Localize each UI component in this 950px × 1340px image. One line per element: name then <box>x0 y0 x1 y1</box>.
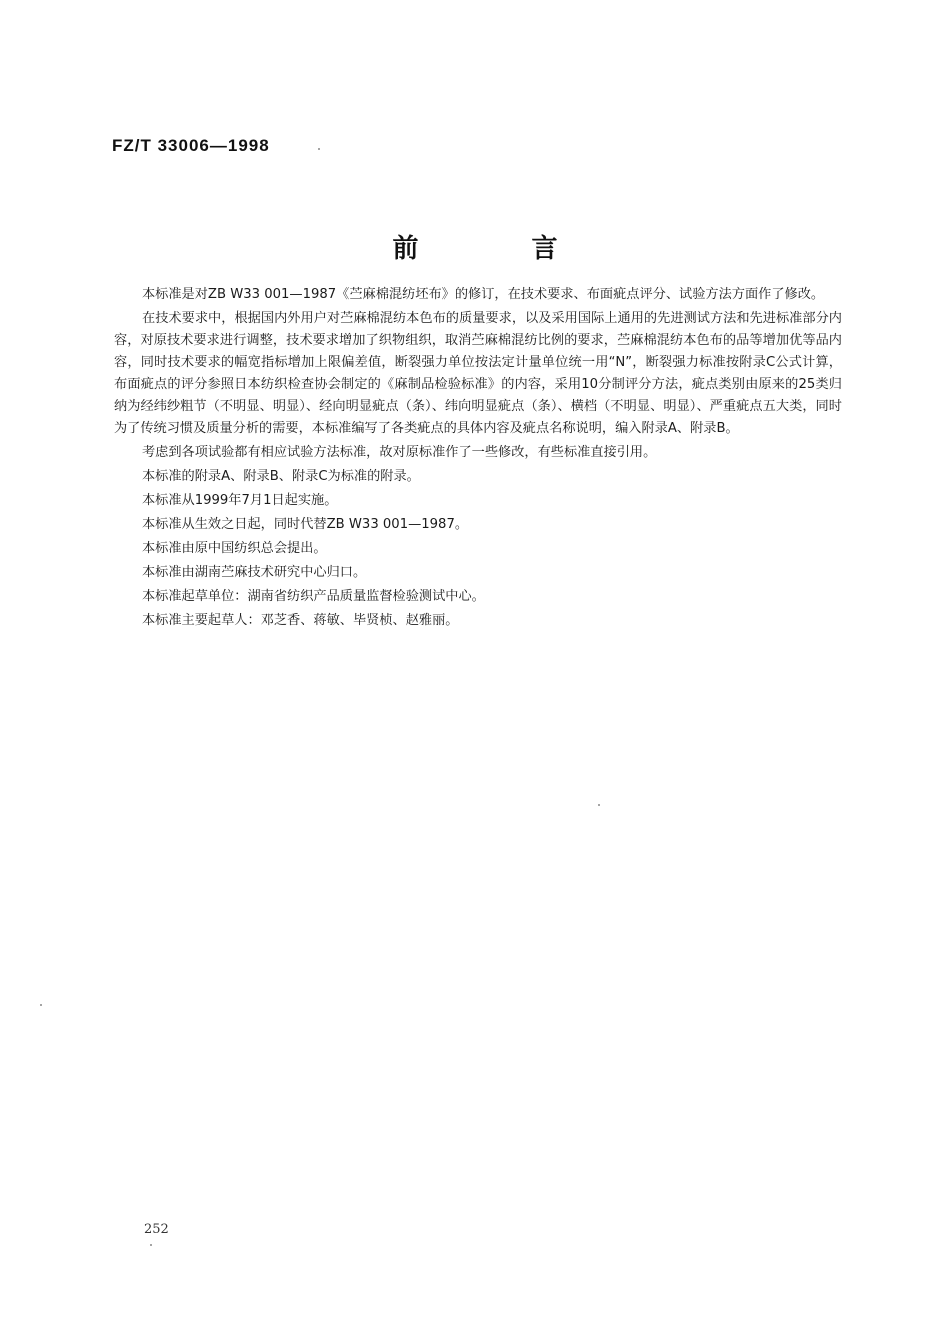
paragraph-effective-date: 本标准从1999年7月1日起实施。 <box>142 493 338 508</box>
paragraph-proposed-by: 本标准由原中国纺织总会提出。 <box>142 541 327 556</box>
paragraph-revision: 本标准是对ZB W33 001—1987《苎麻棉混纺坯布》的修订，在技术要求、布面疵点评分、试验方法方面作了修改。 <box>142 287 825 302</box>
scan-speck <box>40 1004 42 1006</box>
scan-speck <box>318 148 320 150</box>
paragraph-drafting-unit: 本标准起草单位：湖南省纺织产品质量监督检验测试中心。 <box>142 589 485 604</box>
paragraph-technical-requirements: 在技术要求中，根据国内外用户对苎麻棉混纺本色布的质量要求，以及采用国际上通用的先进测试方法和先进标准部分内容，对原技术要求进行调整，技术要求增加了织物组织，取消苎麻棉混纺比例的要求，苎麻棉混纺本色布的品等增加优等品内容，同时技术要求的幅宽指标增加上限偏差值，断裂强力单位按法定计量单位统一用“N”，断裂强力标准按附录C公式计算，布面疵点的评分参照日本纺织检查协会制定的《麻制品检验标准》的内容，采用10分制评分方法，疵点类别由原来的25类归纳为经纬纱粗节（不明显、明显）、经向明显疵点（条）、纬向明显疵点（条）、横档（不明显、明显）、严重疵点五大类，同时为了传统习惯及质量分析的需要，本标准编写了各类疵点的具体内容及疵点名称说明，编入附录A、附录B。 <box>114 311 842 436</box>
foreword-body <box>114 284 842 634</box>
page-number: 252 <box>144 1222 169 1237</box>
paragraph-test-methods: 考虑到各项试验都有相应试验方法标准，故对原标准作了一些修改，有些标准直接引用。 <box>142 445 657 460</box>
paragraph-drafters: 本标准主要起草人：邓芝香、蒋敏、毕贤桢、赵雅丽。 <box>142 613 459 628</box>
paragraph-replaces: 本标准从生效之日起，同时代替ZB W33 001—1987。 <box>142 517 469 532</box>
page-title: 前 言 <box>392 234 610 264</box>
paragraph-annexes: 本标准的附录A、附录B、附录C为标准的附录。 <box>142 469 420 484</box>
scan-speck <box>598 804 600 806</box>
scan-speck <box>150 1244 152 1246</box>
standard-code: FZ/T 33006—1998 <box>112 136 270 155</box>
paragraph-administered-by: 本标准由湖南苎麻技术研究中心归口。 <box>142 565 367 580</box>
